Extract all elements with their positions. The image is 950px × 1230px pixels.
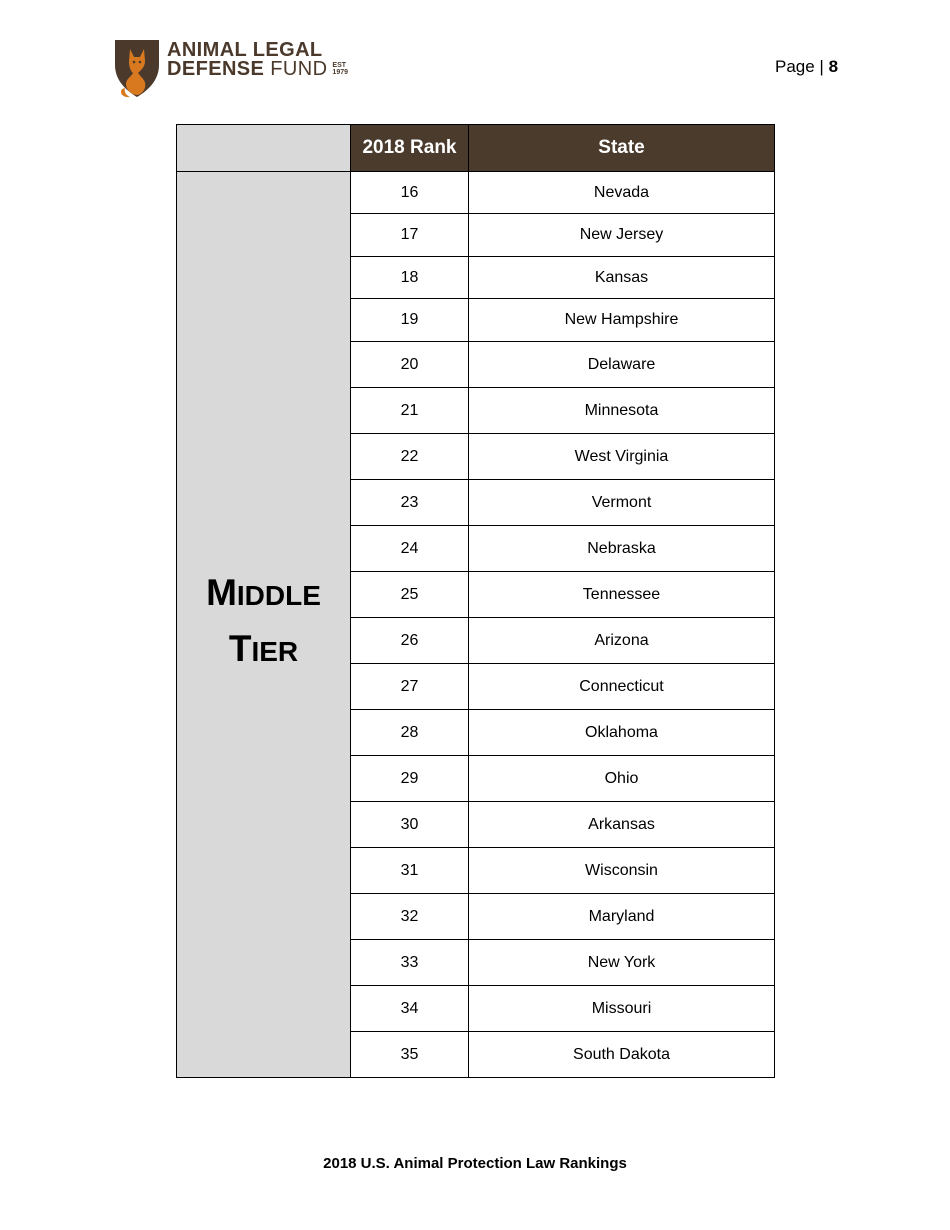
state-cell: Arizona: [469, 618, 775, 664]
state-cell: New York: [469, 940, 775, 986]
organization-logo: [113, 37, 358, 99]
rank-cell: 19: [351, 299, 469, 342]
page-number-value: 8: [828, 57, 839, 76]
state-cell: Oklahoma: [469, 710, 775, 756]
tier-line1-rest: IDDLE: [236, 579, 321, 611]
rank-cell: 29: [351, 756, 469, 802]
state-column-header: State: [469, 125, 775, 172]
state-cell: West Virginia: [469, 434, 775, 480]
tier-line2-cap: T: [228, 627, 252, 669]
table-header-row: [177, 125, 775, 172]
state-cell: Missouri: [469, 986, 775, 1032]
logo-est-label: EST: [332, 62, 347, 69]
rank-cell: 27: [351, 664, 469, 710]
state-cell: New Hampshire: [469, 299, 775, 342]
state-cell: Nebraska: [469, 526, 775, 572]
logo-defense: DEFENSE: [167, 58, 265, 80]
logo-line1: ANIMAL LEGAL: [167, 39, 323, 61]
table-row: [177, 172, 775, 214]
state-cell: Ohio: [469, 756, 775, 802]
page-label: Page |: [775, 57, 824, 76]
rank-cell: 18: [351, 257, 469, 299]
tier-header-cell: [177, 125, 351, 172]
logo-fund: FUND: [270, 58, 328, 80]
rank-cell: 22: [351, 434, 469, 480]
fox-shield-icon: [113, 37, 161, 99]
logo-est: [332, 62, 348, 76]
rank-cell: 32: [351, 894, 469, 940]
tier-label: [177, 172, 351, 1078]
rank-cell: 30: [351, 802, 469, 848]
state-cell: Minnesota: [469, 388, 775, 434]
state-cell: Tennessee: [469, 572, 775, 618]
rank-cell: 25: [351, 572, 469, 618]
tier-line1-cap: M: [206, 571, 237, 613]
rank-cell: 24: [351, 526, 469, 572]
rank-cell: 20: [351, 342, 469, 388]
logo-est-year: 1979: [332, 69, 348, 76]
rank-cell: 33: [351, 940, 469, 986]
rank-column-header: 2018 Rank: [351, 125, 469, 172]
rank-cell: 21: [351, 388, 469, 434]
rank-cell: 16: [351, 172, 469, 214]
rank-cell: 34: [351, 986, 469, 1032]
state-cell: Nevada: [469, 172, 775, 214]
rankings-table: [176, 124, 775, 1078]
state-cell: New Jersey: [469, 214, 775, 257]
state-cell: Connecticut: [469, 664, 775, 710]
rank-cell: 28: [351, 710, 469, 756]
state-cell: Kansas: [469, 257, 775, 299]
state-cell: Maryland: [469, 894, 775, 940]
tier-line2-rest: IER: [251, 635, 299, 667]
state-cell: South Dakota: [469, 1032, 775, 1078]
rank-cell: 31: [351, 848, 469, 894]
state-cell: Wisconsin: [469, 848, 775, 894]
document-footer: 2018 U.S. Animal Protection Law Rankings: [323, 1155, 627, 1172]
rank-cell: 23: [351, 480, 469, 526]
page-number: [775, 57, 838, 77]
state-cell: Vermont: [469, 480, 775, 526]
state-cell: Arkansas: [469, 802, 775, 848]
state-cell: Delaware: [469, 342, 775, 388]
rank-cell: 35: [351, 1032, 469, 1078]
rank-cell: 17: [351, 214, 469, 257]
rank-cell: 26: [351, 618, 469, 664]
